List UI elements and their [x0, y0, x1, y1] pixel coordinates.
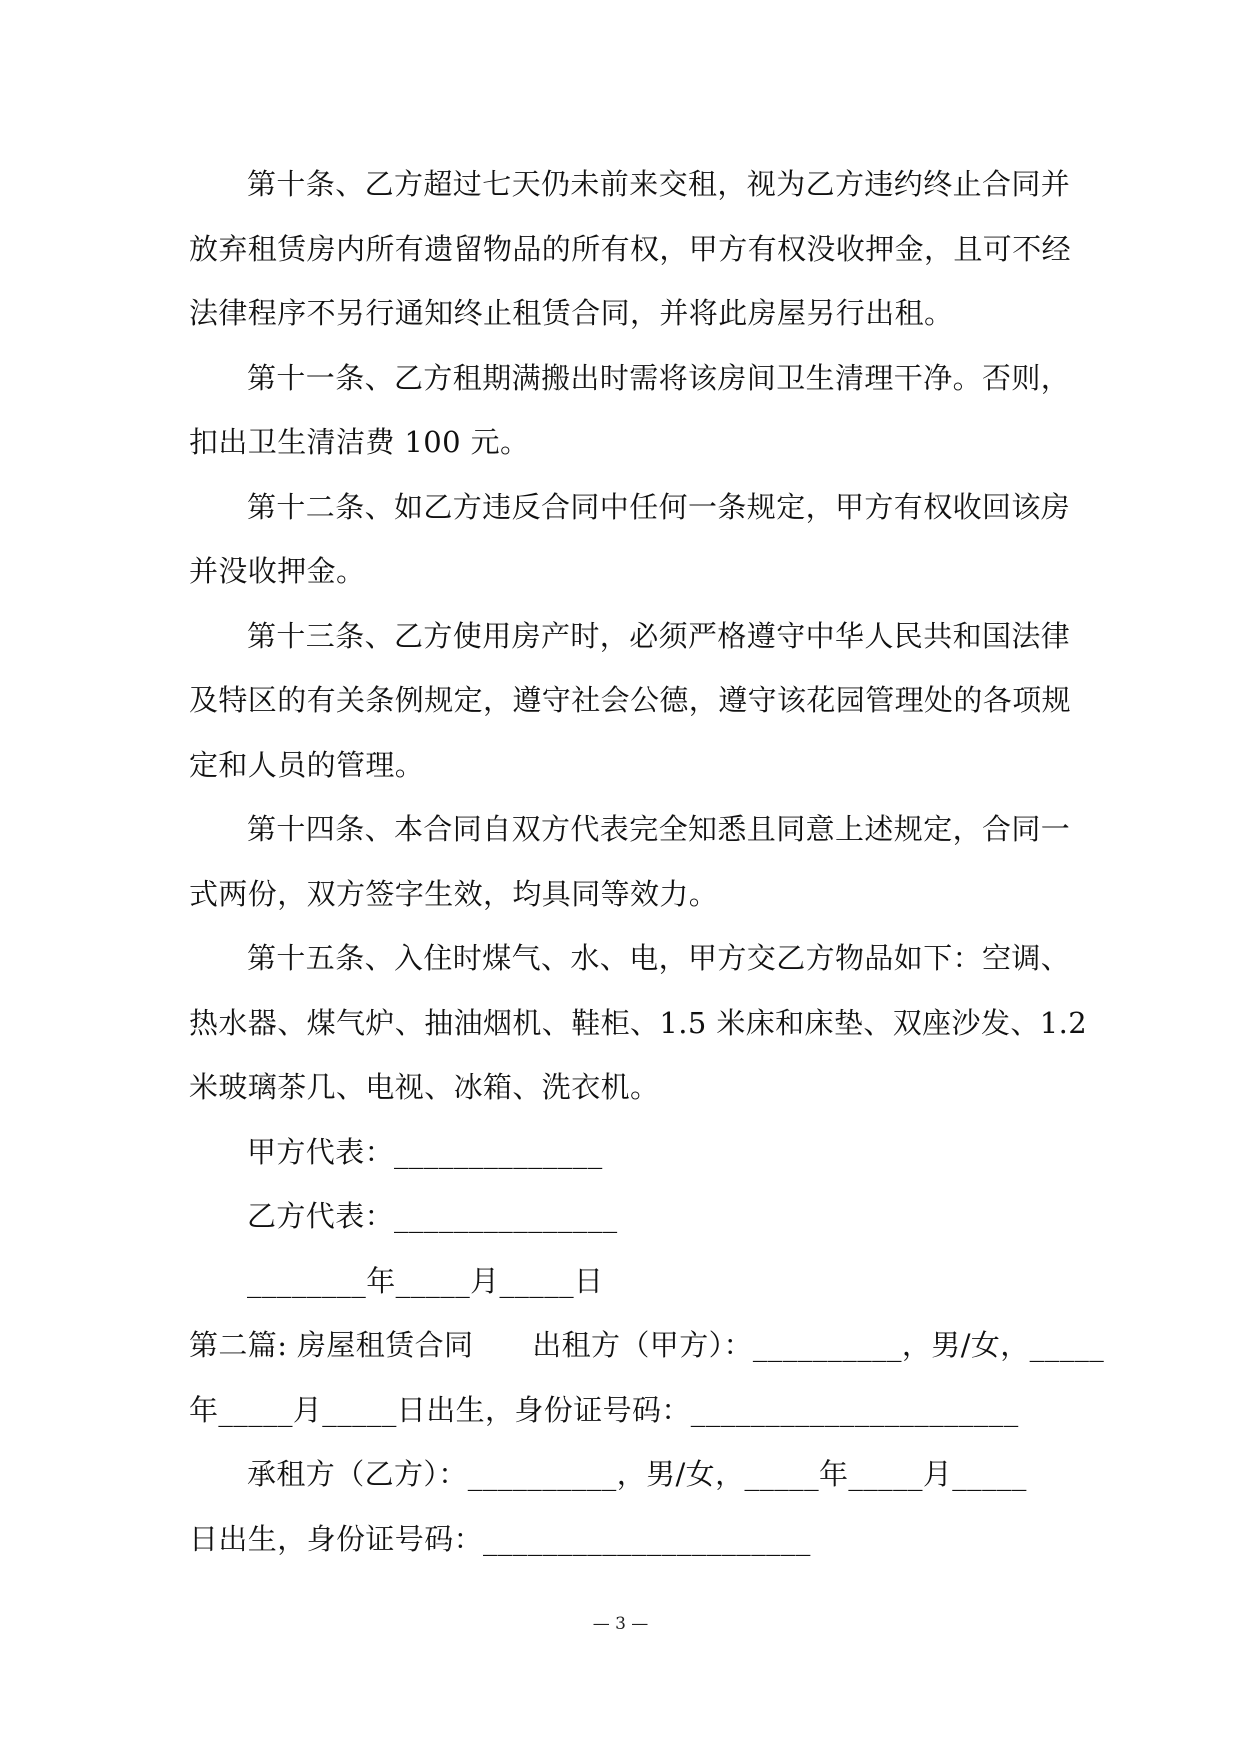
article-11-line-2: 扣出卫生清洁费 100 元。	[189, 425, 530, 459]
article-13-line-2: 及特区的有关条例规定，遵守社会公德，遵守该花园管理处的各项规	[189, 683, 1072, 717]
article-14-line-2: 式两份，双方签字生效，均具同等效力。	[189, 876, 719, 911]
lessor-birth-id-line: 年_____月_____日出生，身份证号码：______________________	[189, 1392, 1019, 1427]
article-11-line-1: 第十一条、乙方租期满搬出时需将该房间卫生清理干净。否则，	[247, 360, 1071, 395]
party-b-representative-line: 乙方代表：_______________	[247, 1199, 618, 1233]
article-14-line-1: 第十四条、本合同自双方代表完全知悉且同意上述规定，合同一	[247, 812, 1071, 846]
article-13-line-1: 第十三条、乙方使用房产时，必须严格遵守中华人民共和国法律	[247, 618, 1071, 653]
signing-date-line: ________年_____月_____日	[247, 1263, 604, 1298]
article-10-line-3: 法律程序不另行通知终止租赁合同，并将此房屋另行出租。	[189, 296, 954, 330]
article-13-line-3: 定和人员的管理。	[189, 747, 425, 782]
article-15-line-3: 米玻璃茶几、电视、冰箱、洗衣机。	[189, 1070, 660, 1104]
article-10-line-2: 放弃租赁房内所有遗留物品的所有权，甲方有权没收押金，且可不经	[189, 231, 1072, 266]
lessee-line-2: 日出生，身份证号码：______________________	[189, 1521, 811, 1556]
second-contract-header-line: 第二篇: 房屋租赁合同 出租方（甲方）：__________，男/女，_____	[189, 1328, 1105, 1362]
article-10-line-1: 第十条、乙方超过七天仍未前来交租，视为乙方违约终止合同并	[247, 167, 1071, 201]
article-15-line-1: 第十五条、入住时煤气、水、电，甲方交乙方物品如下：空调、	[247, 941, 1071, 975]
article-12-line-1: 第十二条、如乙方违反合同中任何一条规定，甲方有权收回该房	[247, 489, 1071, 524]
document-body	[189, 152, 1105, 1571]
page-number: — 3 —	[592, 1614, 649, 1634]
lessee-line-1: 承租方（乙方）：__________，男/女，_____年_____月_____	[247, 1457, 1027, 1491]
article-12-line-2: 并没收押金。	[189, 554, 366, 588]
party-a-representative-line: 甲方代表：______________	[247, 1134, 603, 1169]
article-15-line-2: 热水器、煤气炉、抽油烟机、鞋柜、1.5 米床和床垫、双座沙发、1.2	[189, 1005, 1088, 1040]
